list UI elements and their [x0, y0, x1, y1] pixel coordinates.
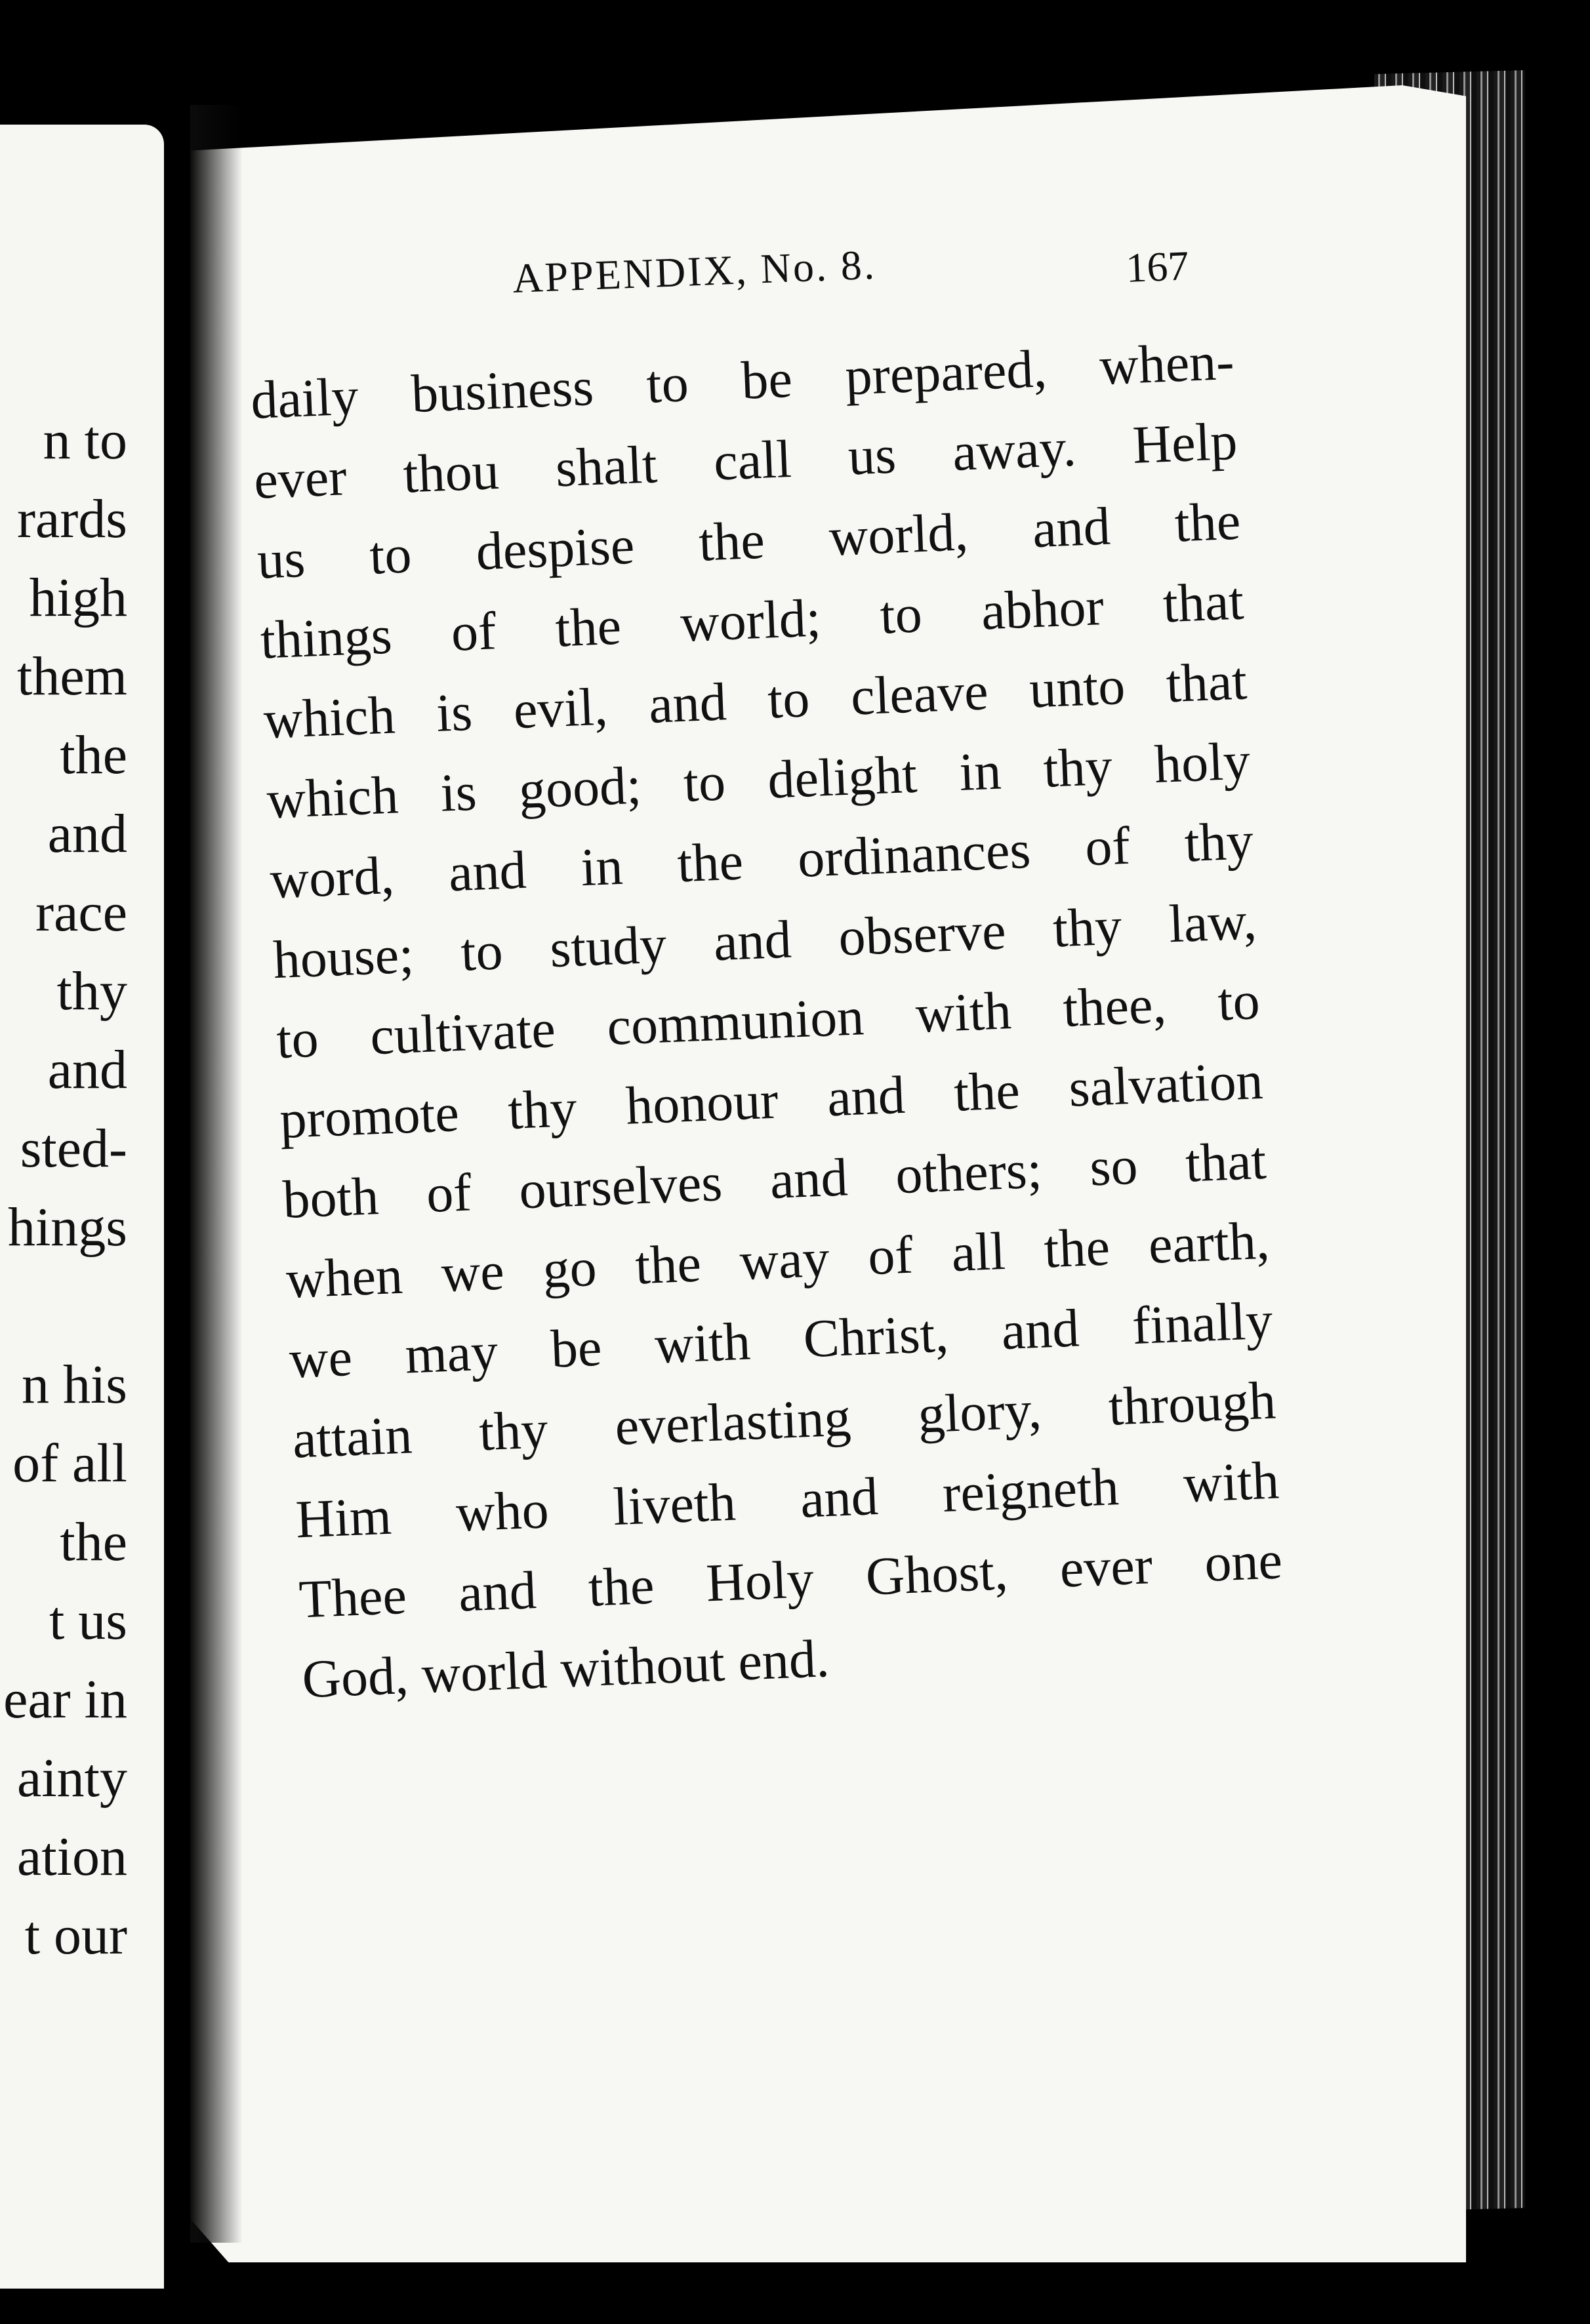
text-line: we may be with Christ, and finally — [288, 1290, 1274, 1390]
facing-page-line: and — [47, 803, 127, 864]
running-header: APPENDIX, No. 8. — [512, 241, 878, 302]
page-body — [249, 319, 1326, 1719]
text-line: both of ourselves and others; so that — [281, 1130, 1268, 1230]
facing-page-line: n to — [43, 410, 127, 471]
text-line: when we go the way of all the earth, — [285, 1210, 1271, 1310]
facing-page-line: them — [17, 646, 127, 707]
facing-page-line: of all — [12, 1433, 127, 1494]
facing-page-line: n his — [21, 1354, 127, 1415]
text-line: us to despise the world, and the — [256, 491, 1242, 590]
facing-page-line: the — [60, 725, 127, 786]
gutter-shadow — [190, 105, 243, 2243]
text-line: daily business to be prepared, when- — [249, 331, 1236, 430]
text-line: God, world without end. — [300, 1628, 830, 1710]
facing-page-line: ainty — [17, 1748, 127, 1809]
text-line: attain thy everlasting glory, through — [291, 1370, 1277, 1470]
facing-page-line: the — [60, 1512, 127, 1573]
facing-page-line: t our — [24, 1905, 127, 1966]
text-line: which is good; to delight in thy holy — [266, 731, 1252, 830]
facing-page-line: ear in — [3, 1669, 127, 1730]
facing-page-line: high — [29, 567, 127, 628]
facing-page-line: t us — [49, 1590, 127, 1651]
facing-page-line: and — [47, 1039, 127, 1100]
text-line: house; to study and observe thy law, — [272, 891, 1258, 990]
facing-page-line: thy — [56, 961, 127, 1022]
facing-page-line: sted- — [20, 1118, 127, 1179]
text-line: word, and in the ordinances of thy — [268, 811, 1255, 910]
text-line: promote thy honour and the salvation — [278, 1050, 1265, 1150]
facing-page-fragment — [0, 125, 164, 2289]
facing-page-line: ation — [17, 1826, 127, 1887]
text-line: Thee and the Holy Ghost, ever one — [298, 1530, 1284, 1630]
text-line: ever thou shalt call us away. Help — [253, 411, 1238, 510]
text-line: Him who liveth and reigneth with — [295, 1450, 1280, 1550]
facing-page-line: race — [35, 882, 127, 943]
text-line: to cultivate communion with thee, to — [275, 971, 1261, 1070]
text-line: which is evil, and to cleave unto that — [262, 651, 1248, 750]
facing-page-line: hings — [7, 1197, 127, 1258]
page-number: 167 — [1125, 242, 1190, 291]
text-line: things of the world; to abhor that — [259, 571, 1245, 670]
facing-page-line: rards — [17, 489, 127, 550]
